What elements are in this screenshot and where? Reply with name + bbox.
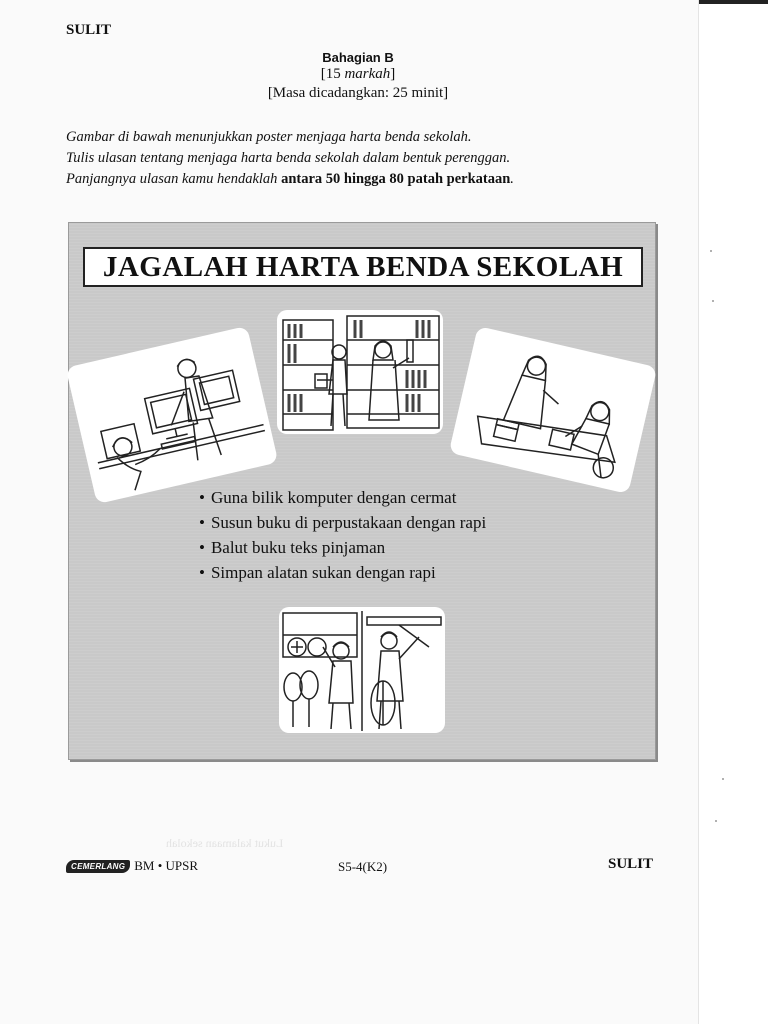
publisher-logo: CEMERLANG	[66, 860, 130, 873]
bullet-item-library: • Susun buku di perpustakaan dengan rapi	[199, 510, 486, 535]
library-drawing	[277, 310, 443, 434]
scan-speck	[712, 300, 714, 302]
classification-label-top: SULIT	[66, 22, 112, 38]
computer-room-illustration	[66, 326, 279, 504]
marks-line	[200, 65, 516, 84]
marks-word: markah	[344, 66, 391, 82]
sports-equipment-illustration	[279, 607, 445, 733]
suggested-time: [Masa dicadangkan: 25 minit]	[267, 85, 449, 101]
marks-close: ]	[390, 66, 396, 82]
footer-publisher	[66, 858, 198, 874]
section-header	[200, 50, 516, 103]
bullet-item-computer-room: • Guna bilik komputer dengan cermat	[199, 485, 486, 510]
scan-speck	[710, 250, 712, 252]
classification-label-bottom: SULIT	[608, 856, 654, 872]
bullet-item-sports-equipment: • Simpan alatan sukan dengan rapi	[199, 560, 486, 585]
book-wrapping-drawing	[449, 326, 658, 494]
poster-title: JAGALAH HARTA BENDA SEKOLAH	[83, 247, 643, 287]
scan-speck	[722, 778, 724, 780]
poster	[68, 222, 656, 760]
library-illustration	[277, 310, 443, 434]
instruction-line-3-suffix: .	[510, 171, 514, 187]
book-wrapping-illustration	[449, 326, 658, 494]
bleed-through-text: Lukut kalamaan sekolah	[166, 836, 284, 850]
computer-room-drawing	[66, 326, 279, 504]
instruction-line-3-prefix: Panjangnya ulasan kamu hendaklah	[66, 171, 282, 187]
footer-subject: BM • UPSR	[134, 858, 199, 873]
instructions	[66, 127, 666, 190]
word-count-requirement: antara 50 hingga 80 patah perkataan	[281, 171, 511, 187]
scan-speck	[715, 820, 717, 822]
instruction-line-2: Tulis ulasan tentang menjaga harta benda sekolah dalam bentuk perenggan.	[66, 150, 511, 166]
marks-open: [15	[320, 66, 345, 82]
instruction-line-1: Gambar di bawah menunjukkan poster menjaga harta benda sekolah.	[66, 129, 472, 145]
instruction-line-3	[66, 169, 666, 190]
bullet-item-textbooks: • Balut buku teks pinjaman	[199, 535, 486, 560]
page-edge	[698, 0, 768, 1024]
paper-code: S5-4(K2)	[338, 859, 388, 874]
poster-bullet-list	[199, 485, 486, 585]
sports-equipment-drawing	[279, 607, 445, 733]
section-title: Bahagian B	[322, 50, 394, 65]
